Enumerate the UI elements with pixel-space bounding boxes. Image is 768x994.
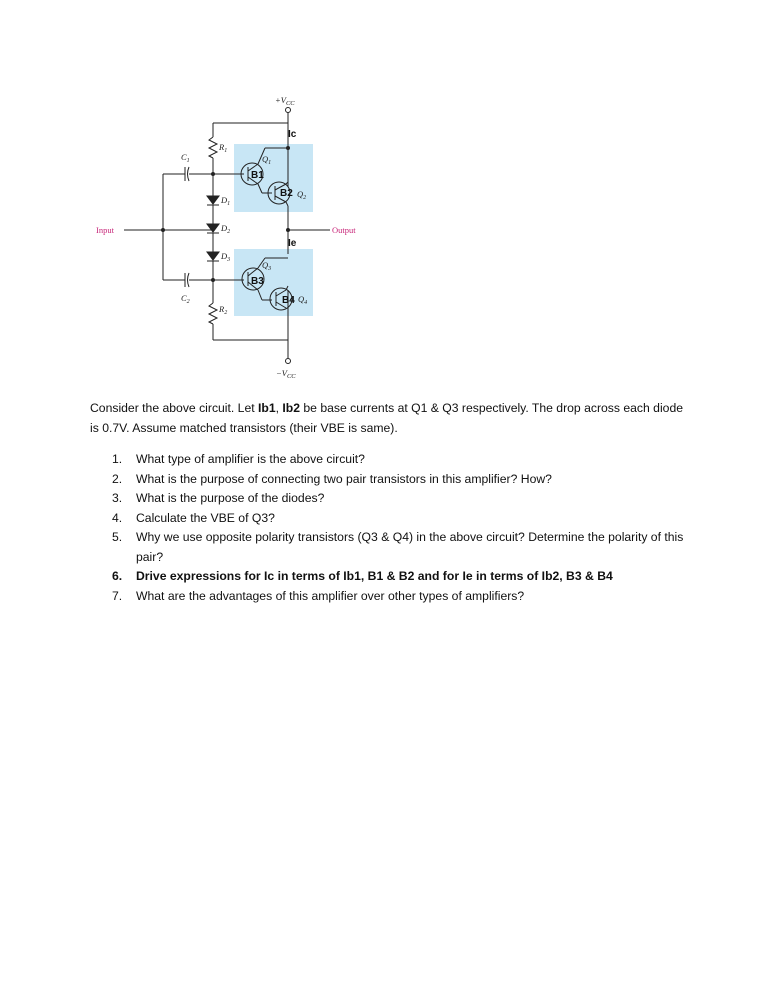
intro-paragraph [90, 399, 690, 438]
c2-label: $C_2$ [181, 293, 190, 305]
intro-text: , [275, 401, 283, 415]
darlington-bottom-highlight [234, 249, 313, 316]
output-label: Output [332, 225, 356, 235]
junction-dot [286, 146, 290, 150]
question-number: 7. [112, 588, 123, 603]
question-item [90, 528, 690, 567]
ib2-term: Ib2 [282, 401, 301, 415]
vcc-pos-label: $+V_{CC}$ [275, 95, 295, 107]
question-text: What is the purpose of the diodes? [136, 491, 325, 505]
darlington-top-highlight [234, 144, 313, 212]
question-item [90, 489, 690, 509]
c1-label: $C_1$ [181, 152, 190, 164]
question-item [90, 587, 690, 607]
junction-dot [286, 228, 290, 232]
question-list [90, 450, 690, 606]
ie-label: Ie [288, 238, 297, 249]
q4-label: $Q_4$ [298, 294, 308, 306]
q2-label: $Q_2$ [297, 189, 307, 201]
d3-diode [207, 252, 219, 260]
b1-label: B1 [251, 170, 264, 181]
question-text: What are the advantages of this amplifier over other types of amplifiers? [136, 588, 525, 603]
ib1-term: Ib1 [258, 401, 276, 415]
circuit-diagram [0, 0, 768, 390]
q3-label: $Q_3$ [262, 260, 272, 272]
intro-text: be base currents at Q1 & Q3 respectively. The drop across each diode is 0.7V. Assume matched transistors (their VBE is same). [90, 401, 683, 435]
question-text: What is the purpose of connecting two pair transistors in this amplifier? How? [136, 471, 552, 486]
vcc-pos-terminal [286, 108, 291, 113]
d1-diode [207, 196, 219, 204]
question-text: Why we use opposite polarity transistors (Q3 & Q4) in the above circuit? Determine the polarity of this pair? [136, 530, 684, 564]
vcc-neg-terminal [286, 359, 291, 364]
question-item [90, 509, 690, 529]
r1-label: $R_1$ [219, 142, 228, 154]
d2-label: $D_2$ [221, 223, 231, 235]
junction-dot [211, 172, 215, 176]
b4-label: B4 [282, 295, 295, 306]
question-item [90, 567, 690, 587]
junction-dot [211, 278, 215, 282]
b3-label: B3 [251, 276, 264, 287]
junction-dot [161, 228, 165, 232]
r2-resistor [209, 303, 217, 324]
input-label: Input [96, 225, 114, 235]
d1-label: $D_1$ [221, 195, 231, 207]
vcc-neg-label: $-V_{CC}$ [276, 368, 296, 380]
d3-label: $D_3$ [221, 251, 231, 263]
d2-diode [207, 224, 219, 232]
question-number: 5. [112, 530, 123, 544]
b2-label: B2 [280, 188, 293, 199]
question-item [90, 450, 690, 470]
r1-resistor [209, 137, 217, 158]
question-text: Calculate the VBE of Q3? [136, 510, 275, 525]
r2-label: $R_2$ [219, 304, 228, 316]
question-number: 3. [112, 491, 123, 505]
question-item [90, 470, 690, 490]
question-number: 1. [112, 452, 123, 466]
ic-label: Ic [288, 129, 297, 140]
question-number: 4. [112, 510, 123, 525]
intro-text: Consider the above circuit. Let [90, 401, 259, 415]
question-number: 6. [112, 569, 123, 583]
question-number: 2. [112, 471, 123, 486]
question-text: Drive expressions for Ic in terms of Ib1, B1 & B2 and for Ie in terms of Ib2, B3 & B4 [136, 569, 613, 583]
question-text: What type of amplifier is the above circuit? [136, 452, 365, 466]
q1-label: $Q_1$ [262, 154, 272, 166]
